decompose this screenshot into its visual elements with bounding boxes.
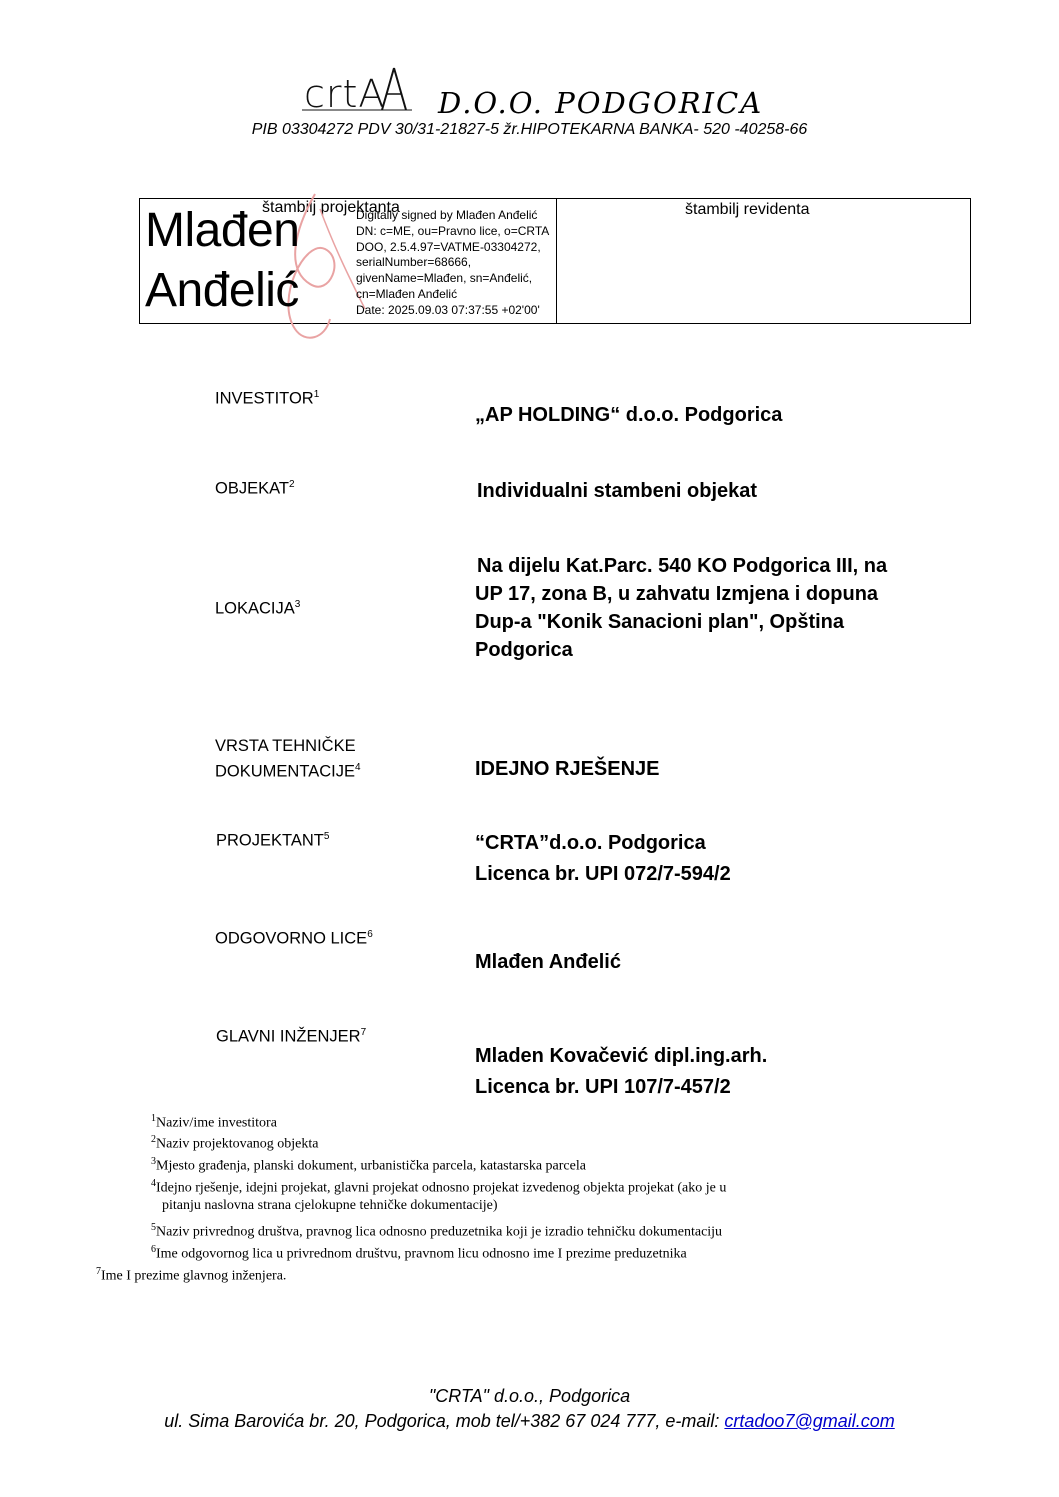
documentation-type-value: IDEJNO RJEŠENJE bbox=[475, 758, 660, 780]
footer-company: "CRTA" d.o.o., Podgorica bbox=[428, 1386, 631, 1406]
stamp-table bbox=[139, 198, 971, 324]
reviewer-stamp-label: štambilj revidenta bbox=[685, 201, 810, 218]
signer-name bbox=[145, 201, 299, 321]
object-label: OBJEKAT$^2$ bbox=[215, 479, 295, 498]
signature-line: DN: c=ME, ou=Pravno lice, o=CRTA bbox=[356, 223, 550, 238]
location-line: UP 17, zona B, u zahvatu Izmjena i dopuna bbox=[475, 583, 879, 605]
footer-address bbox=[0, 1411, 1059, 1432]
location-line: Podgorica bbox=[475, 639, 573, 661]
footnote-4: $^4$Idejno rješenje, idejni projekat, glavni projekat odnosno projekat izvedenog objekta projekat (ako je u bbox=[151, 1178, 727, 1196]
footnote-2: $^2$Naziv projektovanog objekta bbox=[151, 1134, 319, 1152]
signature-line: DOO, 2.5.4.97=VATME-03304272, bbox=[356, 239, 541, 254]
chief-engineer-label: GLAVNI INŽENJER$^7$ bbox=[216, 1027, 367, 1046]
signer-last-name: Anđelić bbox=[145, 264, 299, 317]
location-line: Na dijelu Kat.Parc. 540 KO Podgorica III, na bbox=[477, 555, 888, 577]
responsible-person-value: Mlađen Anđelić bbox=[475, 951, 621, 973]
footnote-5: $^5$Naziv privrednog društva, pravnog lica odnosno preduzetnika koji je izradio tehničku dokumentaciju bbox=[151, 1222, 723, 1240]
chief-engineer-license: Licenca br. UPI 107/7-457/2 bbox=[475, 1076, 731, 1098]
footnote-7: $^7$Ime I prezime glavnog inženjera. bbox=[96, 1266, 287, 1284]
company-registration-line: PIB 03304272 PDV 30/31-21827-5 žr.HIPOTEKARNA BANKA- 520 -40258-66 bbox=[251, 121, 808, 138]
documentation-type-label: VRSTA TEHNIČKE DOKUMENTACIJE$^4$ bbox=[215, 737, 361, 781]
signature-line: Date: 2025.09.03 07:37:55 +02'00' bbox=[356, 302, 540, 317]
signature-line: serialNumber=68666, bbox=[356, 255, 472, 270]
chief-engineer-value bbox=[475, 1041, 767, 1103]
location-line: Dup-a "Konik Sanacioni plan", Opština bbox=[475, 611, 845, 633]
signature-line: Digitally signed by Mlađen Anđelić bbox=[356, 208, 538, 222]
designer-name: “CRTA”d.o.o. Podgorica bbox=[475, 832, 706, 854]
investor-label: INVESTITOR$^1$ bbox=[215, 389, 320, 408]
designer-stamp-label: štambilj projektanta bbox=[262, 199, 400, 216]
company-name: D.O.O. PODGORICA bbox=[438, 86, 764, 120]
footnote-6: $^6$Ime odgovornog lica u privrednom društvu, pravnom licu odnosno ime I prezime preduzetnika bbox=[151, 1244, 687, 1262]
signer-first-name: Mlađen bbox=[145, 204, 300, 257]
signature-line: givenName=Mlađen, sn=Anđelić, bbox=[356, 271, 533, 286]
object-value: Individualni stambeni objekat bbox=[477, 480, 758, 502]
location-label: LOKACIJA$^3$ bbox=[215, 599, 301, 618]
footnote-1: $^1$Naziv/ime investitora bbox=[151, 1113, 277, 1131]
footnote-3: $^3$Mjesto građenja, planski dokument, urbanistička parcela, katastarska parcela bbox=[151, 1156, 586, 1174]
footer-address-text: ul. Sima Barovića br. 20, Podgorica, mob tel/+382 67 024 777, e-mail: bbox=[164, 1411, 725, 1431]
footnote-4-continued: pitanju naslovna strana cjelokupne tehničke dokumentacije) bbox=[162, 1198, 498, 1213]
logo-wordmark: crtA bbox=[304, 72, 386, 116]
digital-signature-details bbox=[356, 208, 562, 319]
chief-engineer-name: Mladen Kovačević dipl.ing.arh. bbox=[475, 1045, 768, 1067]
responsible-person-label: ODGOVORNO LICE$^6$ bbox=[215, 929, 373, 948]
designer-license: Licenca br. UPI 072/7-594/2 bbox=[475, 863, 731, 885]
signature-line: cn=Mlađen Anđelić bbox=[356, 286, 458, 301]
email-link[interactable]: crtadoo7@gmail.com bbox=[724, 1411, 895, 1431]
location-value bbox=[475, 552, 887, 664]
designer-label: PROJEKTANT$^5$ bbox=[216, 831, 330, 850]
investor-value: „AP HOLDING“ d.o.o. Podgorica bbox=[475, 404, 783, 426]
designer-value bbox=[475, 828, 731, 890]
